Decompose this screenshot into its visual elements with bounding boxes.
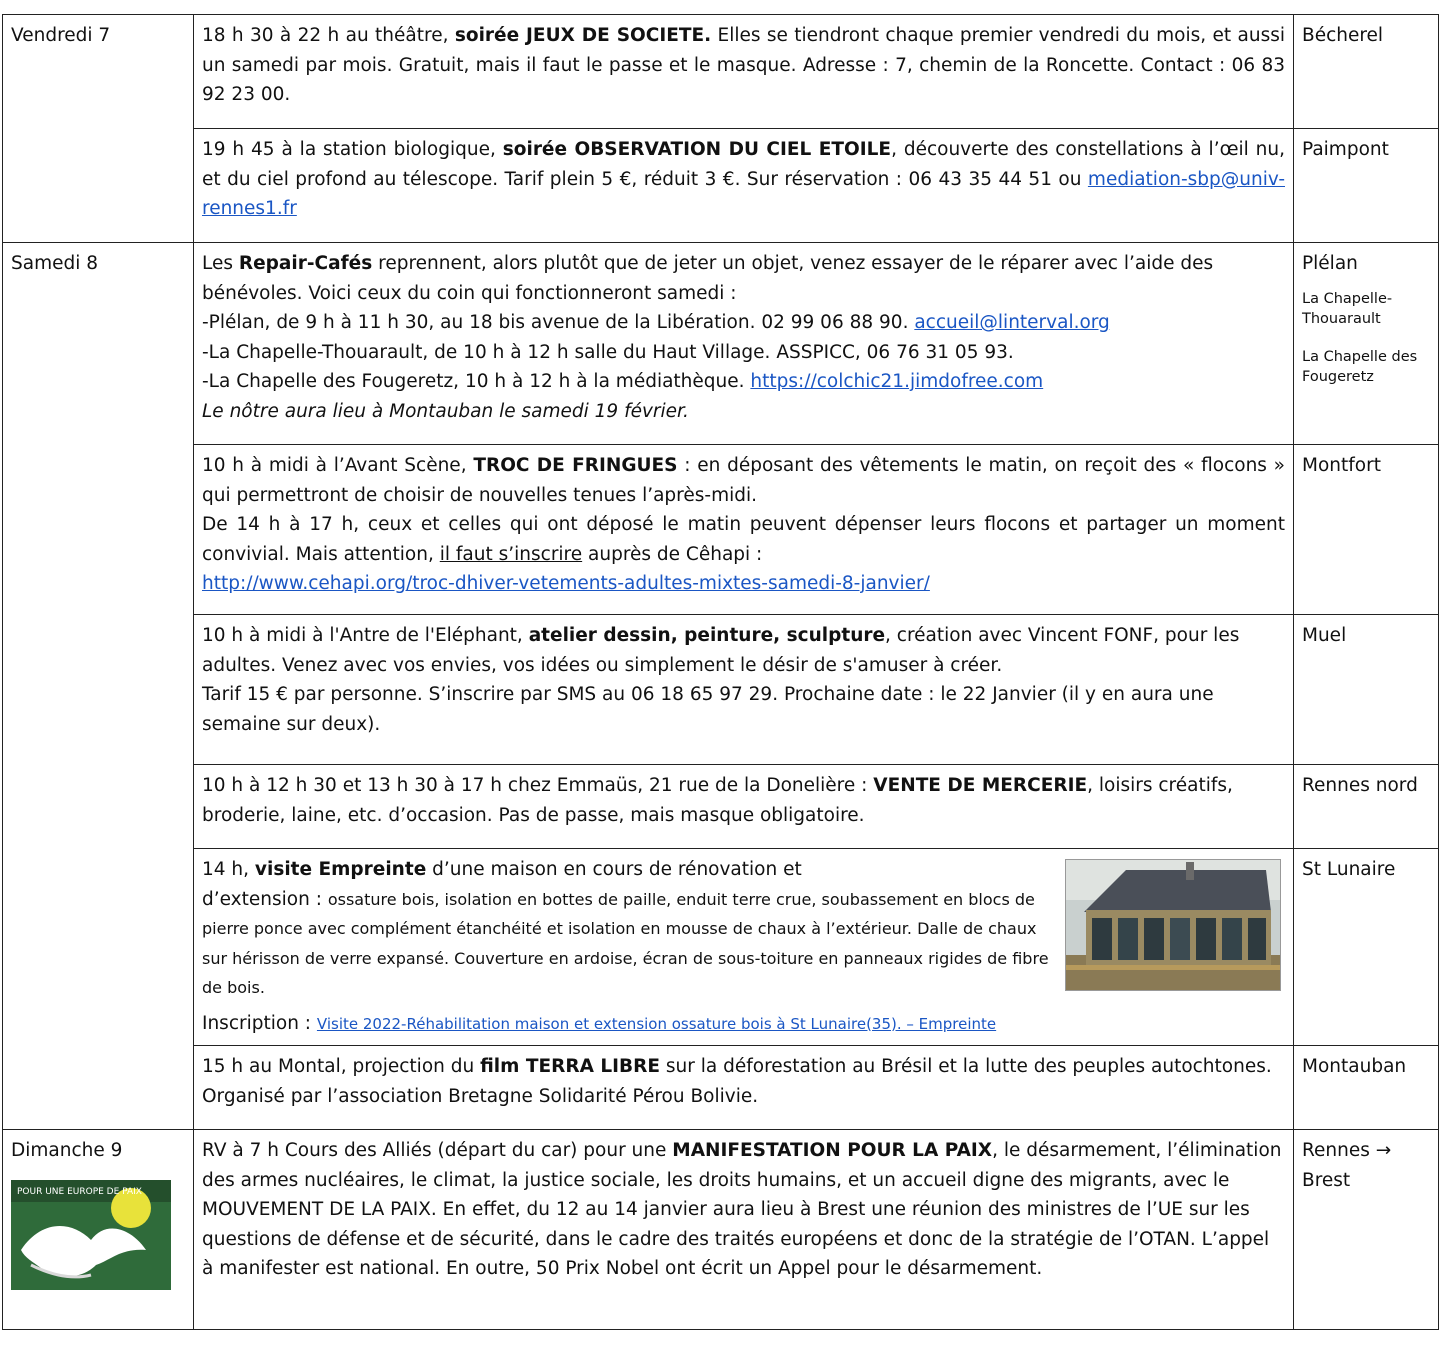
website-link[interactable]: http://www.cehapi.org/troc-dhiver-vetements-adultes-mixtes-samedi-8-janvier/ bbox=[202, 573, 930, 594]
event-title: atelier dessin, peinture, sculpture bbox=[528, 625, 886, 646]
table-row bbox=[3, 243, 1439, 445]
event-text: Les bbox=[202, 253, 239, 274]
day-label: Dimanche 9 bbox=[11, 1140, 123, 1161]
event-description bbox=[194, 1046, 1294, 1130]
event-text: 18 h 30 à 22 h au théâtre, bbox=[202, 25, 455, 46]
poster-title: POUR UNE EUROPE DE PAIX bbox=[17, 1186, 142, 1197]
event-title: soirée OBSERVATION DU CIEL ETOILE bbox=[502, 139, 892, 160]
place-label: Muel bbox=[1302, 625, 1347, 646]
table-row bbox=[3, 765, 1439, 849]
day-label: Samedi 8 bbox=[11, 253, 99, 274]
event-title: VENTE DE MERCERIE bbox=[873, 775, 1088, 796]
event-description bbox=[194, 849, 1294, 1046]
registration-label: Inscription : bbox=[202, 1012, 317, 1034]
table-row bbox=[3, 1130, 1439, 1330]
table-row bbox=[3, 129, 1439, 243]
day-label: Vendredi 7 bbox=[11, 25, 111, 46]
event-text: -La Chapelle-Thouarault, de 10 h à 12 h salle du Haut Village. ASSPICC, 06 76 31 05 93. bbox=[202, 341, 1014, 363]
place-cell bbox=[1294, 615, 1439, 765]
table-row bbox=[3, 15, 1439, 129]
table-row bbox=[3, 1046, 1439, 1130]
event-text: 10 h à midi à l'Antre de l'Eléphant, bbox=[202, 625, 529, 646]
email-link[interactable]: accueil@linterval.org bbox=[914, 312, 1110, 333]
event-note: Le nôtre aura lieu à Montauban le samedi 19 février. bbox=[202, 400, 689, 422]
place-cell bbox=[1294, 1046, 1439, 1130]
place-label: Brest bbox=[1302, 1169, 1351, 1191]
place-cell bbox=[1294, 849, 1439, 1046]
event-title: soirée JEUX DE SOCIETE. bbox=[454, 25, 712, 46]
email-link[interactable]: mediation-sbp@univ-rennes1.fr bbox=[202, 168, 1285, 219]
place-label: Montfort bbox=[1302, 455, 1381, 476]
table-row bbox=[3, 445, 1439, 615]
place-cell bbox=[1294, 765, 1439, 849]
day-cell bbox=[3, 1130, 194, 1330]
event-text: 15 h au Montal, projection du bbox=[202, 1056, 481, 1077]
place-label: Rennes nord bbox=[1302, 775, 1418, 796]
event-title: TROC DE FRINGUES bbox=[473, 455, 678, 476]
event-title: Repair-Cafés bbox=[238, 253, 373, 274]
event-emphasis: il faut s’inscrire bbox=[439, 543, 583, 565]
event-text: d’extension : bbox=[202, 888, 328, 910]
event-description bbox=[194, 445, 1294, 615]
place-label: Paimpont bbox=[1302, 139, 1389, 160]
place-cell bbox=[1294, 243, 1439, 445]
place-label: La Chapelle des Fougeretz bbox=[1302, 348, 1418, 385]
table-row bbox=[3, 849, 1439, 1046]
event-text: , découverte des constellations à l’œil nu, et du ciel profond au télescope. Tarif plein 5 €, réduit 3 €. Sur réservation : 06 43 35 44 51 ou bbox=[202, 139, 1285, 190]
event-description bbox=[194, 243, 1294, 445]
place-cell bbox=[1294, 15, 1439, 129]
event-description bbox=[194, 1130, 1294, 1330]
event-text: De 14 h à 17 h, ceux et celles qui ont déposé le matin peuvent dépenser leurs flocons et partager un moment convivial. Mais attention, bbox=[202, 514, 1285, 565]
event-text: Elles se tiendront chaque premier vendredi du mois, et aussi un samedi par mois. Gratuit, mais il faut le passe et le masque. Adresse : 7, chemin de la Roncette. Contact : 06 83 92 23 00. bbox=[202, 25, 1285, 105]
registration-link[interactable]: Visite 2022-Réhabilitation maison et extension ossature bois à St Lunaire(35). – Empreinte bbox=[316, 1014, 997, 1033]
place-cell bbox=[1294, 445, 1439, 615]
event-text: -Plélan, de 9 h à 11 h 30, au 18 bis avenue de la Libération. 02 99 06 88 90. bbox=[202, 312, 915, 333]
event-description bbox=[194, 765, 1294, 849]
place-label: St Lunaire bbox=[1302, 859, 1396, 880]
event-text: auprès de Cêhapi : bbox=[582, 543, 763, 565]
day-cell bbox=[3, 243, 194, 1130]
website-link[interactable]: https://colchic21.jimdofree.com bbox=[750, 371, 1044, 392]
event-title: visite Empreinte bbox=[254, 859, 427, 880]
event-text: : en déposant des vêtements le matin, on reçoit des « flocons » qui permettront de choisir de nouvelles tenues l’après-midi. bbox=[202, 455, 1285, 506]
event-text: , loisirs créatifs, broderie, laine, etc. d’occasion. Pas de passe, mais masque obligatoire. bbox=[202, 775, 1233, 826]
peace-poster-image bbox=[11, 1180, 171, 1290]
event-text: 10 h à midi à l’Avant Scène, bbox=[202, 455, 474, 476]
event-text: , le désarmement, l’élimination des armes nucléaires, le climat, la justice sociale, les droits humains, et un accueil digne des migrants, avec le MOUVEMENT DE LA PAIX. En effet, du 12 au 14 janvier aura lieu à Brest une réunion des ministres de l’UE sur les questions de défense et de sécurité, dans le cadre des traités européens et donc de la stratégie de l’OTAN. L’appel à manifester est national. En outre, 50 Prix Nobel ont écrit un Appel pour le désarmement. bbox=[202, 1140, 1282, 1279]
event-text: -La Chapelle des Fougeretz, 10 h à 12 h à la médiathèque. bbox=[202, 371, 751, 392]
place-label: La Chapelle-Thouarault bbox=[1302, 290, 1393, 327]
day-cell bbox=[3, 15, 194, 243]
event-text: Tarif 15 € par personne. S’inscrire par SMS au 06 18 65 97 29. Prochaine date : le 22 Janvier (il y en aura une semaine sur deux). bbox=[202, 684, 1214, 735]
event-description bbox=[194, 129, 1294, 243]
event-text: 14 h, bbox=[202, 859, 255, 880]
event-title: film TERRA LIBRE bbox=[480, 1056, 661, 1077]
event-text: d’une maison en cours de rénovation et bbox=[426, 859, 802, 880]
place-label: Plélan bbox=[1302, 253, 1358, 274]
place-label: Bécherel bbox=[1302, 25, 1384, 46]
event-text: ossature bois, isolation en bottes de paille, enduit terre crue, soubassement en blocs de pierre ponce avec complément étanchéité et isolation en mousse de chaux à l’extérieur. Dalle de chaux sur hérisson de verre expansé. Couverture en ardoise, écran de sous-toiture en panneaux rigides de fibre de bois. bbox=[202, 889, 1049, 997]
event-text: 10 h à 12 h 30 et 13 h 30 à 17 h chez Emmaüs, 21 rue de la Donelière : bbox=[202, 775, 874, 796]
place-label: Rennes → bbox=[1302, 1140, 1392, 1161]
event-description bbox=[194, 615, 1294, 765]
event-text: sur la déforestation au Brésil et la lutte des peuples autochtones. Organisé par l’association Bretagne Solidarité Pérou Bolivie. bbox=[202, 1056, 1272, 1107]
place-cell bbox=[1294, 129, 1439, 243]
agenda-table bbox=[2, 14, 1439, 1330]
event-text: , création avec Vincent FONF, pour les adultes. Venez avec vos envies, vos idées ou simplement le désir de s'amuser à créer. bbox=[202, 625, 1240, 676]
event-text: RV à 7 h Cours des Alliés (départ du car) pour une bbox=[202, 1140, 673, 1161]
table-row bbox=[3, 615, 1439, 765]
place-cell bbox=[1294, 1130, 1439, 1330]
event-description bbox=[194, 15, 1294, 129]
event-title: MANIFESTATION POUR LA PAIX bbox=[672, 1140, 993, 1161]
place-label: Montauban bbox=[1302, 1056, 1407, 1077]
house-photo bbox=[1065, 859, 1281, 991]
event-text: 19 h 45 à la station biologique, bbox=[202, 139, 503, 160]
event-text: reprennent, alors plutôt que de jeter un objet, venez essayer de le réparer avec l’aide des bénévoles. Voici ceux du coin qui fonctionneront samedi : bbox=[202, 253, 1214, 304]
